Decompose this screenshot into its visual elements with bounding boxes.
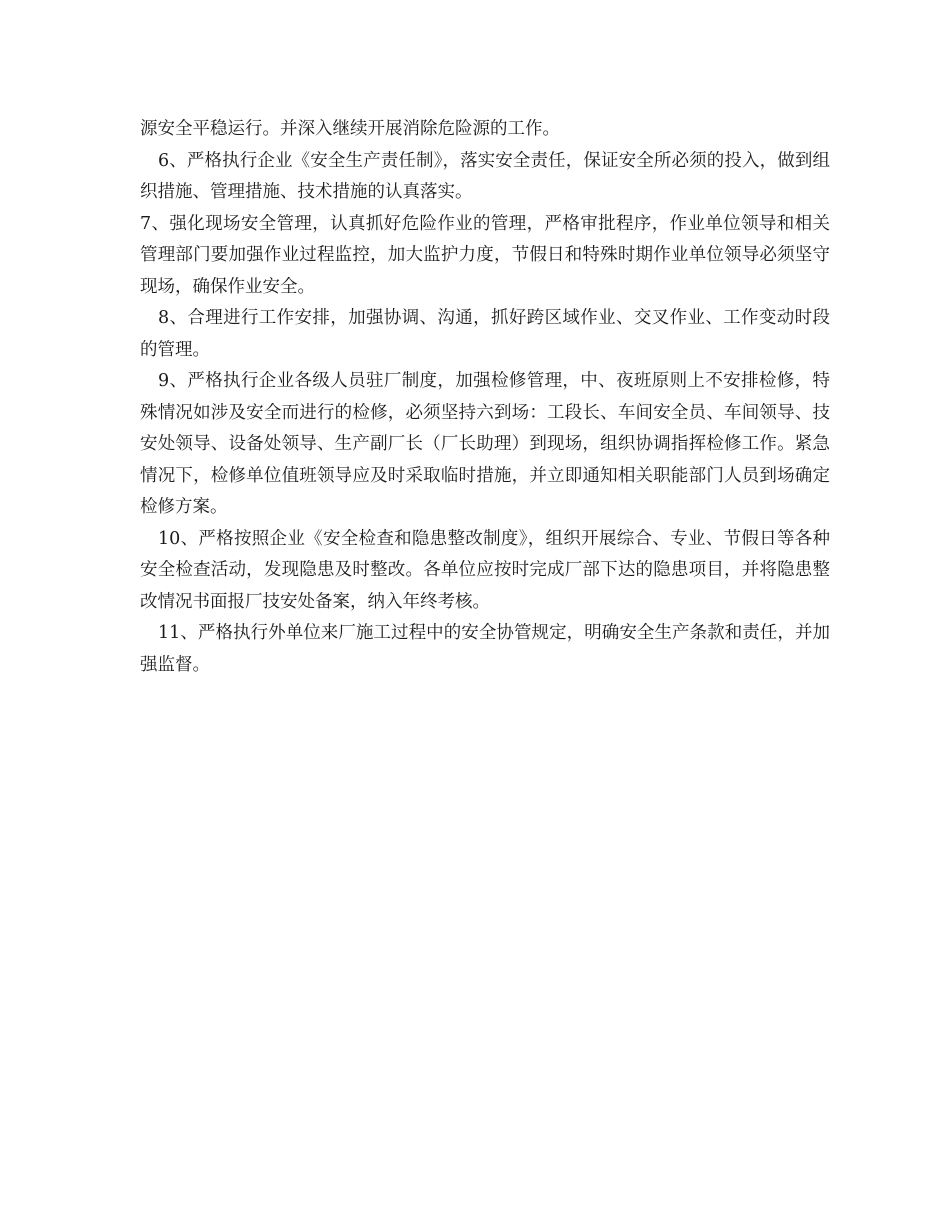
paragraph-item-6: 6、严格执行企业《安全生产责任制》，落实安全责任，保证安全所必须的投入，做到组织措施、管理措施、技术措施的认真落实。 [140,150,830,202]
paragraph-item-11: 11、严格执行外单位来厂施工过程中的安全协管规定，明确安全生产条款和责任，并加强监督。 [140,623,830,675]
document-body [140,114,830,681]
paragraph-item-7: 7、强化现场安全管理，认真抓好危险作业的管理，严格审批程序，作业单位领导和相关管理部门要加强作业过程监控，加大监护力度，节假日和特殊时期作业单位领导必须坚守现场，确保作业安全。 [140,213,830,297]
paragraph-item-8: 8、合理进行工作安排，加强协调、沟通，抓好跨区域作业、交叉作业、工作变动时段的管理。 [140,308,830,360]
paragraph-item-9: 9、严格执行企业各级人员驻厂制度，加强检修管理，中、夜班原则上不安排检修，特殊情况如涉及安全而进行的检修，必须坚持六到场：工段长、车间安全员、车间领导、技安处领导、设备处领导、生产副厂长（厂长助理）到现场，组织协调指挥检修工作。紧急情况下，检修单位值班领导应及时采取临时措施，并立即通知相关职能部门人员到场确定检修方案。 [140,371,830,517]
paragraph-item-10: 10、严格按照企业《安全检查和隐患整改制度》，组织开展综合、专业、节假日等各种安全检查活动，发现隐患及时整改。各单位应按时完成厂部下达的隐患项目，并将隐患整改情况书面报厂技安处备案，纳入年终考核。 [140,528,830,612]
paragraph-continuation: 源安全平稳运行。并深入继续开展消除危险源的工作。 [140,119,560,139]
